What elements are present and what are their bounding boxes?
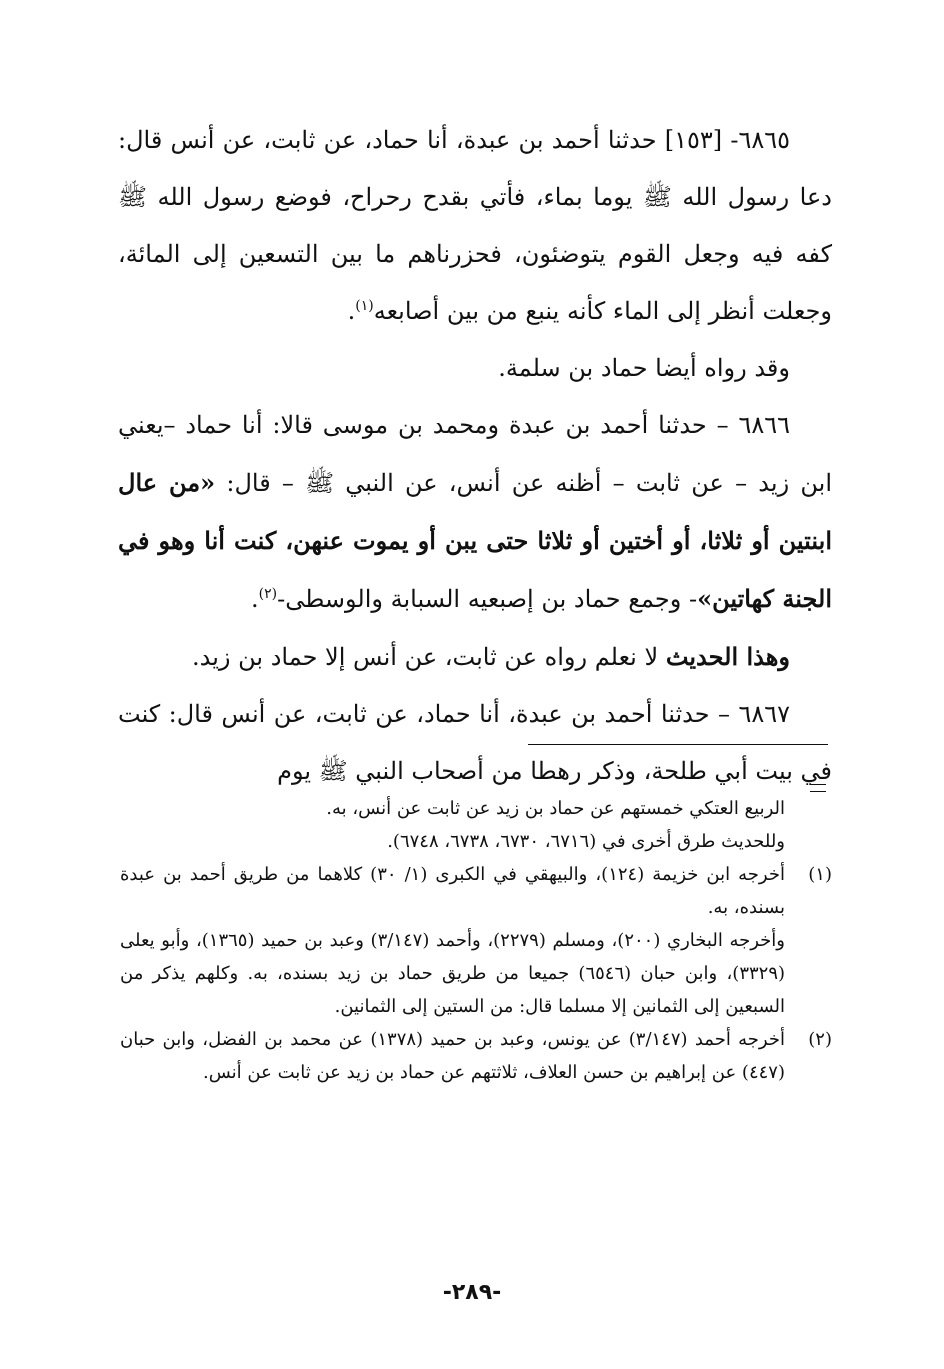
footnote-continuation-2: وللحديث طرق أخرى في (٦٧١٦، ٦٧٣٠، ٦٧٣٨، ٦٧٤٨). [387,831,785,852]
hadith-6866-end: . [250,585,259,613]
hadith-6866 [118,397,832,628]
hadith-6867: ٦٨٦٧ – حدثنا أحمد بن عبدة، أنا حماد، عن ثابت، عن أنس قال: كنت في بيت أبي طلحة، وذكر رهطا من أصحاب النبي ﷺ يوم [118,700,832,785]
hadith-6866-tail: - وجمع حماد بن إصبعيه السبابة والوسطى- [277,585,698,613]
page-number: -٢٨٩- [442,1280,502,1305]
footnote-2-text: أخرجه أحمد (٣/١٤٧) عن يونس، وعبد بن حميد (١٣٧٨) عن محمد بن الفضل، وابن حبان (٤٤٧) عن إبراهيم بن حسن العلاف، ثلاثتهم عن حماد بن زيد عن ثابت عن أنس. [120,1029,785,1083]
footnote-ref-1[interactable]: (١) [355,298,374,314]
footnote-2-number: (٢) [808,1029,832,1050]
note-hadith [118,628,832,686]
hadith-6865-number: ٦٨٦٥- [١٥٣] [664,126,790,154]
footnote-ref-2[interactable]: (٢) [258,586,278,602]
footnote-continuation-1: الربيع العتكي خمستهم عن حماد بن زيد عن ثابت عن أنس، به. [326,798,785,819]
footnote-1-body [120,858,785,1023]
hadith-6866-text: ٦٨٦٦ – حدثنا أحمد بن عبدة ومحمد بن موسى قالا: أنا حماد –يعني ابن زيد – عن ثابت – أظنه عن أنس، عن النبي ﷺ – قال: [118,411,832,497]
footnote-divider [528,744,828,745]
footnote-2-body [120,1023,785,1089]
footnotes [120,792,832,1089]
footnote-1-para-2: وأخرجه البخاري (٢٠٠)، ومسلم (٢٢٧٩)، وأحمد (٣/١٤٧) وعبد بن حميد (١٣٦٥)، وأبو يعلى (٣٣٢٩)، وابن حبان (٦٥٤٦) جميعا من طريق حماد بن زيد بسنده، به. وكلهم يذكر من السبعين إلى الثمانين إلا مسلما قال: من الستين إلى الثمانين. [120,930,786,1017]
footnote-2 [120,1023,832,1089]
hadith-6865-text: حدثنا أحمد بن عبدة، أنا حماد، عن ثابت، عن أنس قال: دعا رسول الله ﷺ يوما بماء، فأتي بقدح رحراح، فوضع رسول الله ﷺ كفه فيه وجعل القوم يتوضئون، فحزرناهم ما بين التسعين إلى المائة، وجعلت أنظر إلى الماء كأنه ينبع من بين أصابعه [118,126,832,325]
footnote-1 [120,858,832,1023]
hadith-6866-quote: «من عال ابنتين أو ثلاثا، أو أختين أو ثلاثا حتى يبن أو يموت عنهن، كنت أنا وهو في الجنة كهاتين» [118,468,832,613]
note-hadith-bold: وهذا الحديث [665,642,790,671]
hadith-6865 [118,112,832,340]
note-hammad: وقد رواه أيضا حماد بن سلمة. [498,354,790,382]
footnote-1-number: (١) [808,864,832,885]
note-hadith-text: لا نعلم رواه عن ثابت، عن أنس إلا حماد بن زيد. [191,643,666,671]
main-text [118,112,832,800]
footnote-1-para-1: أخرجه ابن خزيمة (١٢٤)، والبيهقي في الكبرى (١/ ٣٠) كلاهما من طريق أحمد بن عبدة بسنده، به. [120,864,785,918]
continuation-mark [810,784,826,792]
hadith-6865-end: . [347,297,356,325]
